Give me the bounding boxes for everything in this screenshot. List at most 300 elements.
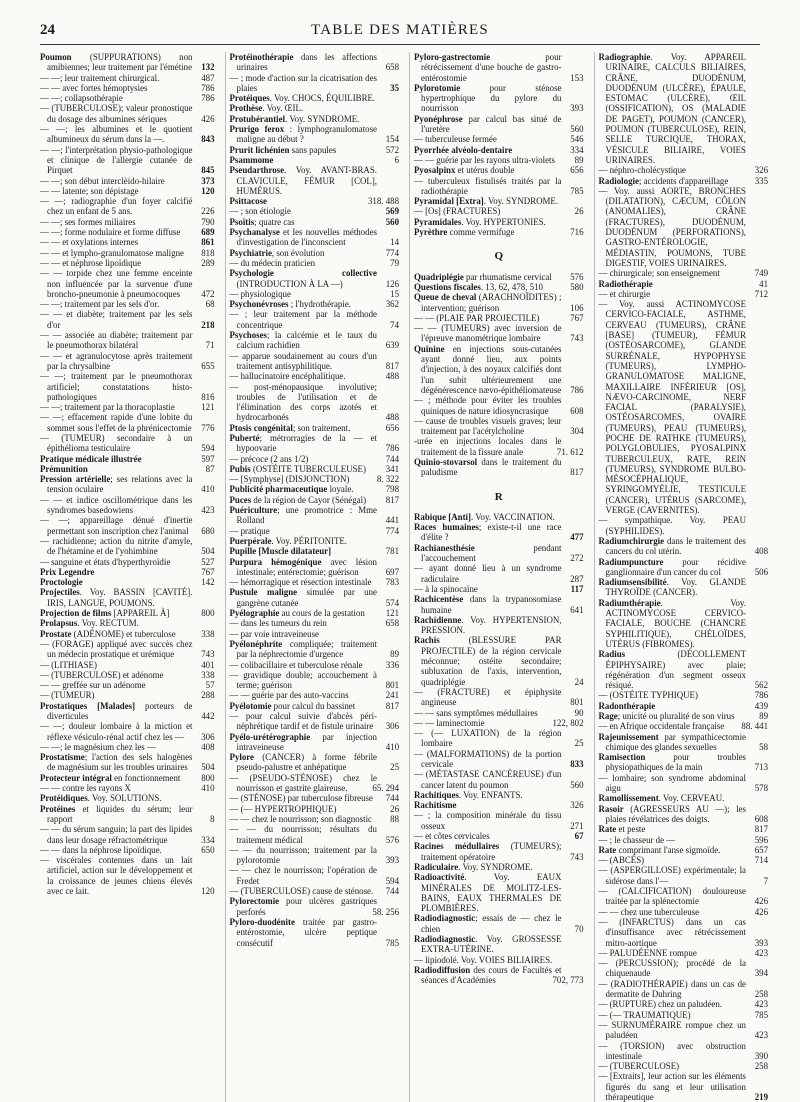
index-entry	[40, 227, 215, 237]
page-reference: 71	[205, 340, 215, 351]
index-entry	[414, 934, 584, 955]
index-entry	[414, 313, 584, 323]
index-term: Rachidienne	[414, 614, 462, 625]
index-term: Pylorectomie	[229, 896, 280, 907]
index-entry	[40, 701, 215, 722]
index-entry	[230, 330, 400, 351]
index-description: pour sténose hypertrophique du pylore du nourrisson	[421, 82, 562, 114]
index-description: — —; traitement par la thoracoplastie	[40, 402, 175, 413]
page-reference: 798	[385, 484, 399, 495]
index-term: Pyorrhée alvéolo-dentaire	[414, 144, 513, 155]
index-description: par sympathicectomie chimique des glandes sexuelles	[605, 731, 746, 752]
index-term: Rachitisme	[414, 800, 457, 811]
index-entry	[40, 145, 215, 176]
page-reference: 774	[385, 247, 399, 258]
page-reference: 8	[210, 813, 215, 824]
index-description: — lipiodolé. Voy. VOIES BILIAIRES.	[414, 954, 553, 965]
index-entry	[40, 52, 215, 73]
page-reference: 744	[385, 886, 399, 897]
index-description: . Voy. RECTUM.	[77, 618, 139, 629]
index-entry	[40, 495, 215, 516]
index-description: ; essais de — chez le chien	[421, 913, 562, 934]
page-reference: 338	[201, 669, 215, 680]
index-term: Pyonéphrose	[414, 113, 463, 124]
index-description: — post-ménopausique involutive; troubles de l'utilisation et de l'élimination des corps azotés et hydrocarbonés	[229, 381, 377, 423]
index-term: Puces	[229, 494, 252, 505]
index-term: Rachianesthésie	[414, 542, 475, 553]
index-description: ; son traitement.	[292, 422, 351, 433]
index-description: . Voy. PÉRITONITE.	[271, 535, 348, 546]
index-entry	[599, 999, 769, 1009]
index-entry	[599, 52, 769, 165]
index-entry	[414, 955, 584, 965]
index-description: — (CALCIFICATION) douloureuse traitée par la splénectomie	[598, 886, 746, 907]
page-reference: 410	[201, 783, 215, 794]
index-term: Pyloro-duodénite	[229, 916, 295, 927]
index-entry	[40, 454, 215, 464]
index-entry	[40, 124, 215, 145]
index-description: — —; leur traitement chirurgical.	[40, 72, 160, 83]
page-reference: 786	[201, 93, 215, 104]
index-description: ; ses relations avec la tension oculaire	[47, 474, 193, 495]
page-reference: 306	[201, 731, 215, 742]
page-reference: 560	[570, 779, 584, 790]
index-description: ; une promotrice : Mme Rolland	[236, 505, 377, 526]
index-entry	[40, 536, 215, 557]
index-description: — physiologique	[229, 288, 291, 299]
page-reference: 712	[754, 288, 768, 299]
index-description: . Voy. BASSIN [CAVITÉ]. IRIS, LANGUE, POUMONS.	[47, 587, 193, 608]
index-description: au cours de la gestation	[279, 608, 365, 619]
index-term: Prurigo ferox	[229, 124, 285, 135]
index-entry	[40, 515, 215, 536]
index-description: ; l'action des sels halogènes de magnésium sur les troubles urinaires	[47, 752, 193, 773]
index-entry	[599, 1071, 769, 1102]
index-description: — —; forme nodulaire et forme diffuse	[40, 227, 181, 238]
index-entry	[230, 608, 400, 618]
index-description: — [Symphyse] (DISJONCTION)	[229, 474, 350, 485]
page-reference: 817	[385, 700, 399, 711]
index-description: — [Os] (FRACTURES)	[414, 206, 501, 217]
page-reference: 594	[385, 875, 399, 886]
index-description: comme vermifuge	[447, 227, 515, 238]
page-reference: 714	[754, 855, 768, 866]
page-reference: 258	[754, 989, 768, 1000]
index-description: — (TUMEUR) secondaire à un épithélioma testiculaire	[40, 432, 193, 454]
index-description: — — et néphrose lipoïdique	[40, 257, 142, 268]
index-entry	[414, 872, 584, 913]
index-entry	[40, 773, 215, 783]
index-description: — et chirurgie	[598, 288, 651, 299]
index-term: Purpura hémogénique	[229, 556, 322, 567]
index-entry	[414, 913, 584, 934]
index-description: — (TUBERCULOSE); valeur pronostique du dosage des albumines sériques	[40, 103, 193, 124]
index-description: de la région de Cayor (Sénégal)	[251, 494, 367, 505]
page-reference: 560	[385, 216, 399, 227]
page-reference: 783	[385, 577, 399, 588]
page-reference: 393	[570, 103, 584, 114]
index-description: [APPAREIL À]	[111, 608, 170, 619]
index-entry	[230, 917, 400, 948]
page-reference: 120	[201, 886, 215, 897]
index-term: Ptosis congénital	[229, 422, 293, 433]
index-description: . Voy. EAUX MINÉRALES DE MOLITZ-LES-BAINS, EAUX THERMALES DE PLOMBIÈRES.	[421, 872, 562, 914]
page-reference: 304	[570, 426, 584, 437]
index-entry	[599, 752, 769, 773]
index-description: . Voy. SYNDROME.	[483, 196, 559, 207]
index-description: — —; appareillage dénué d'inertie permettant son inscription chez l'animal	[40, 515, 193, 536]
index-description: — SURNUMÉRAIRE rompue chez un paludéen	[598, 1019, 746, 1041]
index-term: Radiodiagnostic	[414, 934, 476, 945]
page-reference: 423	[754, 1030, 768, 1041]
index-entry	[599, 886, 769, 907]
page-reference: 335	[754, 175, 768, 186]
index-entry	[599, 865, 769, 886]
index-entry	[40, 73, 215, 83]
index-description: — dans les tumeurs du rein	[229, 618, 327, 629]
index-description: . 13, 62, 478, 510	[480, 281, 543, 292]
page-reference: 817	[570, 467, 584, 478]
index-entry	[230, 155, 400, 165]
index-term: Pylore	[229, 752, 254, 763]
page-reference: 426	[754, 906, 768, 917]
index-entry	[230, 433, 400, 454]
index-entry	[40, 742, 215, 752]
page-reference: 488	[385, 412, 399, 423]
index-entry	[414, 416, 584, 437]
index-description: — (PSEUDO-STÉNOSE) chez le nourrisson et gastrite glaireuse.	[229, 772, 377, 794]
page-reference: 800	[201, 772, 215, 783]
index-description: — —; traitement par le pneumothorax artificiel; constatations histo-pathologiques	[40, 371, 193, 402]
index-entry	[414, 436, 584, 457]
index-entry	[599, 711, 769, 721]
index-entry	[230, 145, 400, 155]
page-reference: 65. 294	[372, 783, 399, 794]
index-entry	[230, 165, 400, 196]
index-description: . Voy. ENFANTS.	[458, 789, 523, 800]
index-description: . Voy. VACCINATION.	[470, 511, 555, 522]
page-reference: 650	[201, 844, 215, 855]
page-reference: 656	[570, 165, 584, 176]
index-entry	[40, 855, 215, 896]
page-reference: 504	[201, 546, 215, 557]
page-reference: 658	[385, 618, 399, 629]
index-description: par rhumatisme cervical	[463, 271, 552, 282]
page-reference: 596	[754, 834, 768, 845]
index-description: — (MÉTASTASE CANCÉREUSE) d'un cancer latent du poumon	[414, 769, 562, 790]
index-description: — — et agranulocytose après traitement par la chrysalbine	[40, 350, 193, 371]
index-term: Prothèse	[229, 103, 263, 114]
page-reference: 656	[385, 422, 399, 433]
page-reference: 393	[385, 855, 399, 866]
index-description: sans papules	[289, 144, 337, 155]
index-term: Ramollissement	[598, 793, 659, 804]
page-reference: 506	[754, 566, 768, 577]
index-entry	[414, 83, 584, 114]
index-description: — — contre les rayons X	[40, 783, 131, 794]
index-description: . Voy. AVANT-BRAS. CLAVICULE, FÉMUR [COL], HUMÉRUS.	[236, 165, 377, 196]
index-entry	[40, 587, 215, 608]
index-entry	[599, 1041, 769, 1062]
page-reference: 89	[390, 649, 399, 660]
index-entry	[230, 217, 400, 227]
index-description: — —; le magnésium chez les —	[40, 741, 156, 752]
index-entry	[40, 752, 215, 773]
index-entry	[40, 557, 215, 567]
index-term: Projectiles	[40, 587, 80, 598]
page-reference: 767	[570, 312, 584, 323]
index-description: : lymphogranulomatose maligne au début ?	[236, 124, 377, 145]
index-entry	[230, 793, 400, 803]
index-entry	[414, 206, 584, 216]
page-reference: 785	[754, 1009, 768, 1020]
index-description: — néphro-cholécystique	[598, 165, 686, 176]
page-reference: 689	[201, 227, 215, 238]
index-description: (OSTÉITE TUBERCULEUSE)	[250, 463, 366, 474]
index-term: Protéines	[40, 803, 76, 814]
index-entry	[230, 618, 400, 628]
index-description: . Voy. ACTINOMYCOSE CERVICO-FACIALE, BOUCHE (CHANCRE SYPHILITIQUE), CHÉLOÏDES, UTÉRUS (FIBROMES).	[605, 597, 746, 649]
index-description: dans le traitement du paludisme	[421, 456, 562, 478]
page-reference: 393	[754, 937, 768, 948]
index-description: — — associée au diabète; traitement par le pneumothorax bilatéral	[40, 330, 193, 351]
index-entry	[40, 670, 215, 680]
page-reference: 142	[201, 577, 215, 588]
index-term: Radiculaire	[414, 861, 459, 872]
index-entry	[40, 639, 215, 660]
page-reference: 861	[201, 237, 215, 248]
index-description: — —; son début interclèido-hilaire	[40, 175, 165, 186]
index-entry	[230, 505, 400, 526]
index-entry	[40, 412, 215, 433]
index-description: — (ASPERGILLOSE) expérimentale; la sidérose dans l'—	[598, 865, 746, 886]
page-reference: 744	[385, 453, 399, 464]
section-letter: R	[494, 490, 503, 503]
index-description: — viscérales contenues dans un lait artificiel, action sur le développement et la croissance de jeunes chiens élevés avec ce lait.	[40, 855, 193, 897]
page-reference: 121	[385, 608, 399, 619]
page-reference: 655	[201, 360, 215, 371]
page-reference: 14	[390, 237, 399, 248]
index-entry	[40, 793, 215, 803]
index-entry	[599, 773, 769, 794]
index-term: Protubérantiel	[229, 113, 286, 124]
index-description: simulée par une gangrène cutanée	[236, 587, 377, 608]
index-entry	[40, 474, 215, 495]
index-description: — — guérie par les rayons ultra-violets	[414, 154, 555, 165]
index-entry	[230, 423, 400, 433]
index-term: Psychiatrie	[229, 247, 272, 258]
index-entry	[230, 711, 400, 732]
index-description: — — torpide chez une femme enceinte non influencée par la survenue d'une broncho-pneumonie à pneumocoques	[40, 268, 193, 299]
section-letter: Q	[494, 250, 504, 263]
index-entry	[414, 965, 584, 986]
index-description: — chirurgicale; son enseignement	[598, 268, 720, 279]
index-entry	[230, 268, 400, 289]
index-description: — (— HYPERTROPHIQUE)	[229, 803, 337, 814]
index-description: — — et oxylations internes	[40, 237, 139, 248]
index-entry	[40, 402, 215, 412]
index-description: — [Extraits], leur action sur les éléments figurés du sang et leur utilisation thérapeutique	[598, 1071, 746, 1102]
index-description: — (MALFORMATIONS) de la portion cervicale	[414, 748, 562, 769]
index-entry	[599, 804, 769, 825]
index-description: — — chez une tuberculeuse	[598, 906, 700, 917]
page-reference: 226	[201, 206, 215, 217]
index-entry	[230, 382, 400, 423]
page-reference: 527	[201, 556, 215, 567]
index-description: — lombaire; son syndrome abdominal aigu	[598, 772, 746, 794]
page-title: TABLE DES MATIÈRES	[311, 22, 489, 38]
page-reference: 504	[201, 762, 215, 773]
index-entry	[599, 958, 769, 979]
index-description: (ARACHNOÏDITES) ; intervention; guérison	[421, 292, 562, 313]
index-description: . Voy. GLANDE THYROÏDE (CANCER).	[605, 577, 746, 598]
index-term: Pyramidales	[414, 216, 462, 227]
page-reference: 594	[201, 443, 215, 454]
index-description: — (FRACTURE) et épiphysite angineuse	[414, 686, 562, 708]
index-term: Radonthérapie	[598, 700, 656, 711]
index-description: — — et diabète; traitement par les sels d'or	[40, 309, 193, 330]
index-term: Races humaines	[414, 522, 479, 533]
index-term: Ramisection	[598, 752, 646, 763]
index-term: Rachicentèse	[414, 594, 464, 605]
index-entry	[599, 824, 769, 834]
index-term: Protecteur intégral	[40, 772, 112, 783]
index-term: Rajeunissement	[598, 731, 659, 742]
index-description: — — (TUMEURS) avec inversion de l'épreuve manométrique lombaire	[414, 323, 562, 344]
index-term: Projection de films	[40, 608, 112, 619]
index-entry	[599, 907, 769, 917]
index-description: — (TUBERCULOSE)	[598, 1061, 680, 1072]
index-term: Radiumchirurgie	[598, 535, 665, 546]
index-description: — — chez le nourrisson; son diagnostic	[229, 813, 372, 824]
page-reference: 816	[201, 391, 215, 402]
index-entry	[230, 752, 400, 773]
index-entry	[40, 268, 215, 299]
index-term: Protéinothérapie	[229, 52, 294, 62]
index-entry	[40, 371, 215, 402]
index-description: — (FORAGE) appliqué avec succès chez un médecin prostatique et urémique	[40, 638, 193, 660]
index-entry	[40, 824, 215, 845]
index-description: . Voy. SYNDROME.	[458, 861, 533, 872]
page-reference: 334	[570, 144, 584, 155]
index-description: (AGRESSEURS AU —); les plaies révélatrices des doigts.	[605, 803, 746, 824]
page-reference: 786	[385, 443, 399, 454]
page-reference: 569	[385, 206, 399, 217]
page-reference: 132	[201, 62, 215, 73]
index-entry	[599, 845, 769, 855]
index-entry	[414, 584, 584, 594]
page-reference: 88	[390, 813, 399, 824]
index-entry	[230, 258, 400, 268]
index-entry	[40, 567, 215, 577]
index-entry	[599, 289, 769, 299]
index-entry	[40, 804, 215, 825]
index-term: Rate	[598, 824, 617, 835]
index-columns	[40, 52, 768, 1102]
page-reference: 702, 773	[552, 975, 584, 986]
index-term: Prostatisme	[40, 752, 85, 763]
index-description: — sanguine et états d'hyperthyroïdie	[40, 556, 171, 567]
page-reference: 8. 322	[376, 474, 399, 485]
index-description: — ; mode d'action sur la cicatrisation des plaies	[229, 72, 377, 93]
index-entry	[414, 831, 584, 841]
index-term: Pratique médicale illustrée	[40, 453, 142, 464]
index-entry	[414, 790, 584, 800]
index-entry	[414, 594, 584, 615]
index-entry	[414, 769, 584, 790]
index-description: et peste	[616, 824, 646, 835]
page-reference: 817	[385, 494, 399, 505]
index-entry	[230, 484, 400, 494]
index-term: Poumon	[40, 52, 72, 62]
page-reference: 658	[385, 62, 399, 73]
index-entry	[230, 536, 400, 546]
page-reference: 306	[385, 721, 399, 732]
index-entry	[599, 598, 769, 649]
index-entry	[230, 351, 400, 372]
index-entry	[414, 165, 584, 175]
index-entry	[414, 292, 584, 313]
index-description: (BLESSURE PAR PROJECTILE) de la région cervicale méconnue; ostéite secondaire; subluxation de l'axis, intervention, quadriplégie	[421, 635, 562, 687]
page-reference: 713	[754, 762, 768, 773]
index-description: ; la calcémie et le taux du calcium rachidien	[236, 330, 377, 351]
page-reference: 6	[394, 154, 399, 165]
index-entry	[414, 718, 584, 728]
page-reference: 560	[570, 124, 584, 135]
index-entry	[230, 814, 400, 824]
index-description: . Voy. HYPERTENSION, PRESSION.	[421, 614, 562, 636]
index-term: Quinine	[414, 343, 445, 354]
index-description: — (TUBERCULOSE) cause de sténose.	[229, 886, 374, 897]
index-description: ; existe-t-il une race d'élite ?	[421, 522, 562, 543]
index-term: Radiodiagnostic	[414, 913, 476, 924]
index-entry	[414, 862, 584, 872]
index-entry	[599, 855, 769, 865]
page-reference: 88. 441	[741, 721, 768, 732]
index-entry	[414, 114, 584, 135]
index-term: Protéiques	[229, 93, 270, 104]
index-description: ; accidents d'appareillage	[638, 175, 729, 186]
page-reference: 597	[201, 453, 215, 464]
page-reference: 89	[574, 154, 584, 165]
index-entry	[230, 73, 400, 94]
page-reference: 87	[205, 463, 215, 474]
page-reference: 546	[570, 134, 584, 145]
page-reference: 362	[385, 299, 399, 310]
index-description: — — sans symptômes médullaires	[414, 707, 538, 718]
page-reference: 833	[570, 759, 584, 769]
page-reference: 26	[574, 206, 584, 217]
index-term: Rachis	[414, 635, 440, 646]
index-entry	[230, 526, 400, 536]
index-description: pour calcul du bassinet	[271, 700, 356, 711]
index-entry	[230, 309, 400, 330]
page-reference: 89	[759, 711, 768, 721]
page-reference: 774	[385, 525, 399, 536]
index-description: — ; son étiologie	[229, 206, 291, 217]
index-description: — ; le chasseur de —	[598, 834, 676, 845]
page-reference: 423	[201, 505, 215, 516]
index-term: Psychonévroses	[229, 299, 289, 310]
page-reference: 90	[574, 707, 584, 718]
index-entry	[40, 83, 215, 93]
index-description: — — et indice oscillométrique dans les syndromes basedowiens	[40, 494, 193, 516]
index-description: . Voy. CERVEAU.	[658, 793, 725, 804]
index-description: en fonctionnement	[111, 772, 181, 783]
index-description: — ; méthode pour éviter les troubles quiniques de nature idiosyncrasique	[414, 395, 562, 416]
page-reference: 410	[385, 741, 399, 752]
index-entry	[230, 495, 400, 505]
